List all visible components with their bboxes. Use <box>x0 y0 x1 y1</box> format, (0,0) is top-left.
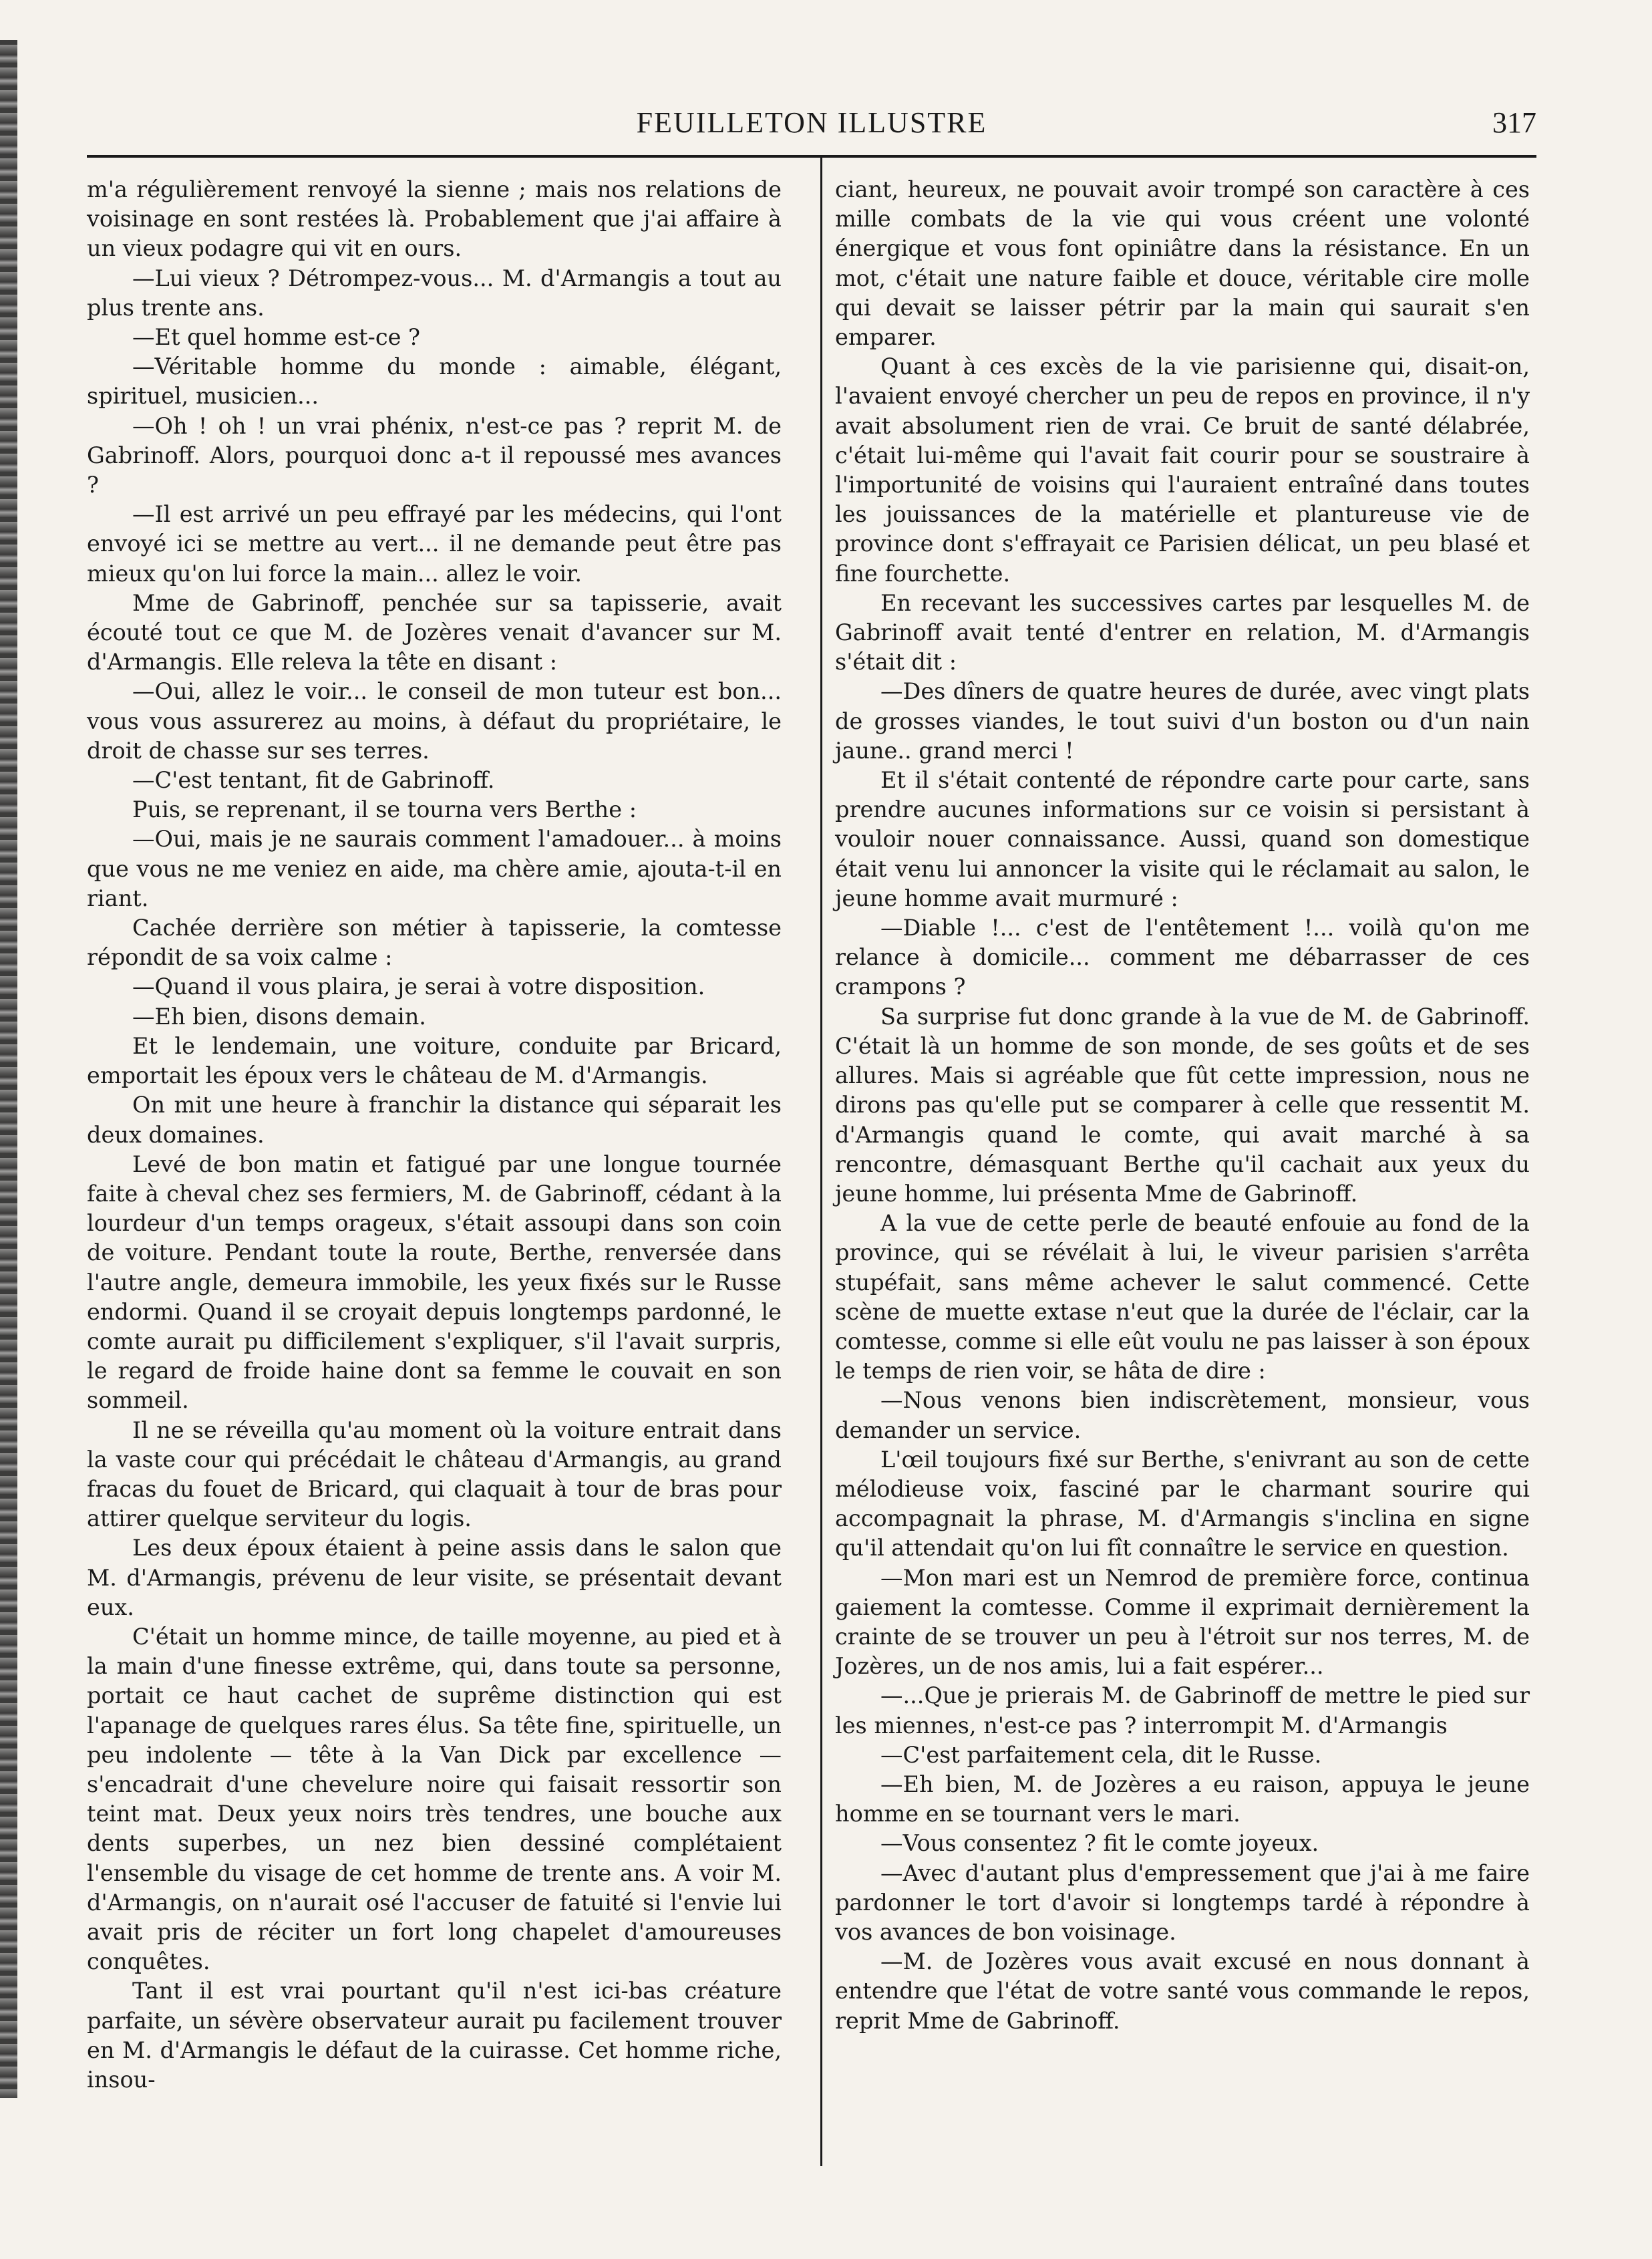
paragraph: —C'est tentant, fit de Gabrinoff. <box>132 767 495 794</box>
paragraph: —Quand il vous plaira, je serai à votre disposition. <box>132 973 705 1000</box>
paragraph: —Eh bien, M. de Jozères a eu raison, appuya le jeune homme en se tournant vers le mari. <box>835 1771 1530 1827</box>
paragraph: —...Que je prierais M. de Gabrinoff de mettre le pied sur les miennes, n'est-ce pas ? interrompit M. d'Armangis <box>835 1682 1530 1739</box>
page-number: 317 <box>1492 106 1536 139</box>
paragraph: —Oui, allez le voir... le conseil de mon tuteur est bon... vous vous assurerez au moins, à défaut du propriétaire, le droit de chasse sur ses terres. <box>87 678 782 764</box>
paragraph: —Mon mari est un Nemrod de première force, continua gaiement la comtesse. Comme il exprimait dernièrement la crainte de se trouver un peu à l'étroit sur nos terres, M. de Jozères, un de nos amis, lui a fait espérer... <box>835 1564 1530 1680</box>
paragraph: Sa surprise fut donc grande à la vue de M. de Gabrinoff. C'était là un homme de son monde, de ses goûts et de ses allures. Mais si agréable que fût cette impression, nous ne dirons pas qu'elle put se comparer à celle que ressentit M. d'Armangis quand le comte, qui avait marché à sa rencontre, démasquant Berthe qu'il cachait aux yeux du jeune homme, lui présenta Mme de Gabrinoff. <box>835 1003 1530 1207</box>
paragraph: Mme de Gabrinoff, penchée sur sa tapisserie, avait écouté tout ce que M. de Jozères venait d'avancer sur M. d'Armangis. Elle releva la tête en disant : <box>87 589 782 675</box>
right-column <box>835 175 1530 2036</box>
paragraph: Il ne se réveilla qu'au moment où la voiture entrait dans la vaste cour qui précédait le château d'Armangis, au grand fracas du fouet de Bricard, qui claquait à tour de bras pour attirer quelque serviteur du logis. <box>87 1416 782 1532</box>
paragraph: —Il est arrivé un peu effrayé par les médecins, qui l'ont envoyé ici se mettre au vert... il ne demande peut être pas mieux qu'on lui force la main... allez le voir. <box>87 501 782 587</box>
paragraph: En recevant les successives cartes par lesquelles M. de Gabrinoff avait tenté d'entrer en relation, M. d'Armangis s'était dit : <box>835 589 1530 675</box>
paragraph: m'a régulièrement renvoyé la sienne ; mais nos relations de voisinage en sont restées là. Probablement que j'ai affaire à un vieux podagre qui vit en ours. <box>87 176 782 262</box>
paragraph: Et le lendemain, une voiture, conduite par Bricard, emportait les époux vers le château de M. d'Armangis. <box>87 1032 782 1089</box>
page-header <box>87 100 1536 147</box>
paragraph: —Des dîners de quatre heures de durée, avec vingt plats de grosses viandes, le tout suivi d'un boston ou d'un nain jaune.. grand merci ! <box>835 678 1530 764</box>
paragraph: —C'est parfaitement cela, dit le Russe. <box>880 1741 1322 1768</box>
paragraph: Quant à ces excès de la vie parisienne qui, disait-on, l'avaient envoyé chercher un peu de repos en province, il n'y avait absolument rien de vrai. Ce bruit de santé délabrée, c'était lui-même qui l'avait fait courir pour se soustraire à l'importunité de voisins qui l'auraient entraîné dans toutes les jouissances de la matérielle et plantureuse vie de province dont s'effrayait ce Parisien délicat, un peu blasé et fine fourchette. <box>835 353 1530 587</box>
paragraph: Les deux époux étaient à peine assis dans le salon que M. d'Armangis, prévenu de leur visite, se présentait devant eux. <box>87 1535 782 1620</box>
paragraph: Levé de bon matin et fatigué par une longue tournée faite à cheval chez ses fermiers, M. de Gabrinoff, cédant à la lourdeur d'un temps orageux, s'était assoupi dans son coin de voiture. Pendant toute la route, Berthe, renversée dans l'autre angle, demeura immobile, les yeux fixés sur le Russe endormi. Quand il se croyait depuis longtemps pardonné, le comte aurait pu difficilement s'expliquer, s'il l'avait surpris, le regard de froide haine dont sa femme le couvait en son sommeil. <box>87 1151 782 1414</box>
paragraph: —Vous consentez ? fit le comte joyeux. <box>880 1830 1319 1857</box>
paragraph: —Lui vieux ? Détrompez-vous... M. d'Armangis a tout au plus trente ans. <box>87 265 782 321</box>
paragraph: —Avec d'autant plus d'empressement que j'ai à me faire pardonner le tort d'avoir si longtemps tardé à répondre à vos avances de bon voisinage. <box>835 1859 1530 1945</box>
header-rule <box>87 155 1536 158</box>
left-column <box>87 175 782 2095</box>
scanned-page-edge <box>0 40 17 2098</box>
paragraph: —Oh ! oh ! un vrai phénix, n'est-ce pas ? reprit M. de Gabrinoff. Alors, pourquoi donc a-t il repoussé mes avances ? <box>87 412 782 498</box>
paragraph: —Diable !... c'est de l'entêtement !... voilà qu'on me relance à domicile... comment me débarrasser de ces crampons ? <box>835 915 1530 1000</box>
column-divider <box>820 155 822 2166</box>
paragraph: L'œil toujours fixé sur Berthe, s'enivrant au son de cette mélodieuse voix, fasciné par le charmant sourire qui accompagnait la phrase, M. d'Armangis s'inclina en signe qu'il attendait qu'on lui fît connaître le service en question. <box>835 1446 1530 1561</box>
paragraph: A la vue de cette perle de beauté enfouie au fond de la province, qui se révélait à lui, le viveur parisien s'arrêta stupéfait, sans même achever le salut commencé. Cette scène de muette extase n'eut que la durée de l'éclair, car la comtesse, comme si elle eût voulu ne pas laisser à son époux le temps de rien voir, se hâta de dire : <box>835 1210 1530 1384</box>
paragraph: —Eh bien, disons demain. <box>132 1003 426 1030</box>
paragraph: Et il s'était contenté de répondre carte pour carte, sans prendre aucunes informations sur ce voisin si persistant à vouloir nouer connaissance. Aussi, quand son domestique était venu lui annoncer la visite qui le réclamait au salon, le jeune homme avait murmuré : <box>835 767 1530 911</box>
paragraph: Tant il est vrai pourtant qu'il n'est ici-bas créature parfaite, un sévère observateur aurait pu facilement trouver en M. d'Armangis le défaut de la cuirasse. Cet homme riche, insou- <box>87 1978 782 2093</box>
running-title: FEUILLETON ILLUSTRE <box>636 106 987 139</box>
paragraph: —Et quel homme est-ce ? <box>132 324 421 351</box>
paragraph: C'était un homme mince, de taille moyenne, au pied et à la main d'une finesse extrême, qui, dans toute sa personne, portait ce haut cachet de suprême distinction qui est l'apanage de quelques rares élus. Sa tête fine, spirituelle, un peu indolente — tête à la Van Dick par excellence — s'encadrait d'une chevelure noire qui faisait ressortir son teint mat. Deux yeux noirs très tendres, une bouche aux dents superbes, un nez bien dessiné complétaient l'ensemble du visage de cet homme de trente ans. A voir M. d'Armangis, on n'aurait osé l'accuser de fatuité si l'envie lui avait pris de réciter un fort long chapelet d'amoureuses conquêtes. <box>87 1623 782 1975</box>
paragraph: On mit une heure à franchir la distance qui séparait les deux domaines. <box>87 1092 782 1148</box>
paragraph: —M. de Jozères vous avait excusé en nous donnant à entendre que l'état de votre santé vous commande le repos, reprit Mme de Gabrinoff. <box>835 1948 1530 2034</box>
paragraph: Cachée derrière son métier à tapisserie, la comtesse répondit de sa voix calme : <box>87 915 782 971</box>
paragraph: ciant, heureux, ne pouvait avoir trompé son caractère à ces mille combats de la vie qui vous créent une volonté énergique et vous font opiniâtre dans la résistance. En un mot, c'était une nature faible et douce, véritable cire molle qui devait se laisser pétrir par la main qui saurait s'en emparer. <box>835 176 1530 351</box>
paragraph: —Véritable homme du monde : aimable, élégant, spirituel, musicien... <box>87 353 782 410</box>
paragraph: Puis, se reprenant, il se tourna vers Berthe : <box>132 796 637 823</box>
paragraph: —Oui, mais je ne saurais comment l'amadouer... à moins que vous ne me veniez en aide, ma chère amie, ajouta-t-il en riant. <box>87 826 782 911</box>
paragraph: —Nous venons bien indiscrètement, monsieur, vous demander un service. <box>835 1387 1530 1443</box>
